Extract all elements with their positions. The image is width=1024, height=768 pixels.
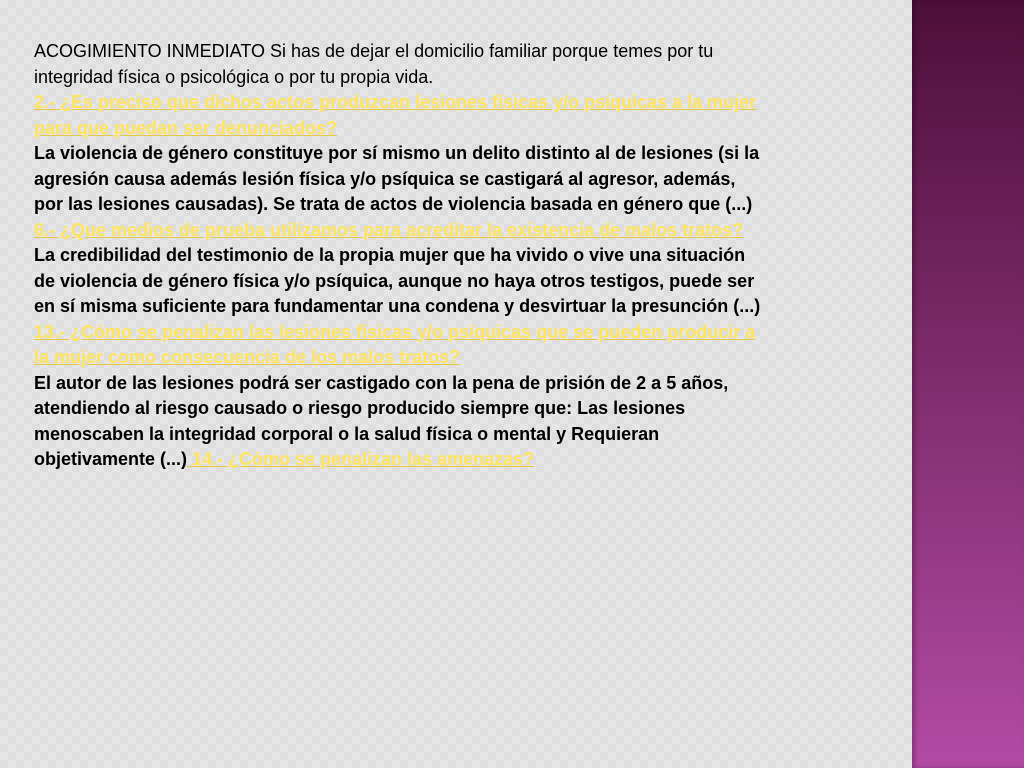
answer-6-paragraph: La credibilidad del testimonio de la propia mujer que ha vivido o vive una situación de violencia de género física y/o psíquica, aunque no haya otros testigos, puede ser en sí misma suficiente para fundamentar una condena y desvirtuar la presunción (...): [34, 245, 761, 316]
answer-13-paragraph: El autor de las lesiones podrá ser castigado con la pena de prisión de 2 a 5 años, atendiendo al riesgo causado o riesgo producido siempre que: Las lesiones menoscaben la integridad corporal o la salud física o mental y Requieran objetivamente (...): [34, 372, 729, 469]
question-2-link[interactable]: 2.- ¿Es preciso que dichos actos produzcan lesiones físicas y/o psíquicas a la mujer para que puedan ser denunciados?: [34, 92, 757, 138]
question-14-link[interactable]: 14.- ¿Cómo se penalizan las amenazas?: [187, 449, 535, 469]
intro-paragraph: ACOGIMIENTO INMEDIATO Si has de dejar el domicilio familiar porque temes por tu integridad física o psicológica o por tu propia vida.: [34, 41, 714, 87]
slide-body: [34, 39, 766, 473]
question-6-link[interactable]: 6.- ¿Que medios de prueba utilizamos para acreditar la existencia de malos tratos?: [34, 219, 744, 240]
answer-2-paragraph: La violencia de género constituye por sí mismo un delito distinto al de lesiones (si la agresión causa además lesión física y/o psíquica se castigará al agresor, además, por las lesiones causadas). Se trata de actos de violencia basada en género que (...): [34, 143, 760, 214]
decorative-side-bar: [912, 0, 1024, 768]
question-13-link[interactable]: 13.- ¿Cómo se penalizan las lesiones físicas y/o psíquicas que se pueden producir a la mujer como consecuencia de los malos tratos?: [34, 321, 756, 367]
